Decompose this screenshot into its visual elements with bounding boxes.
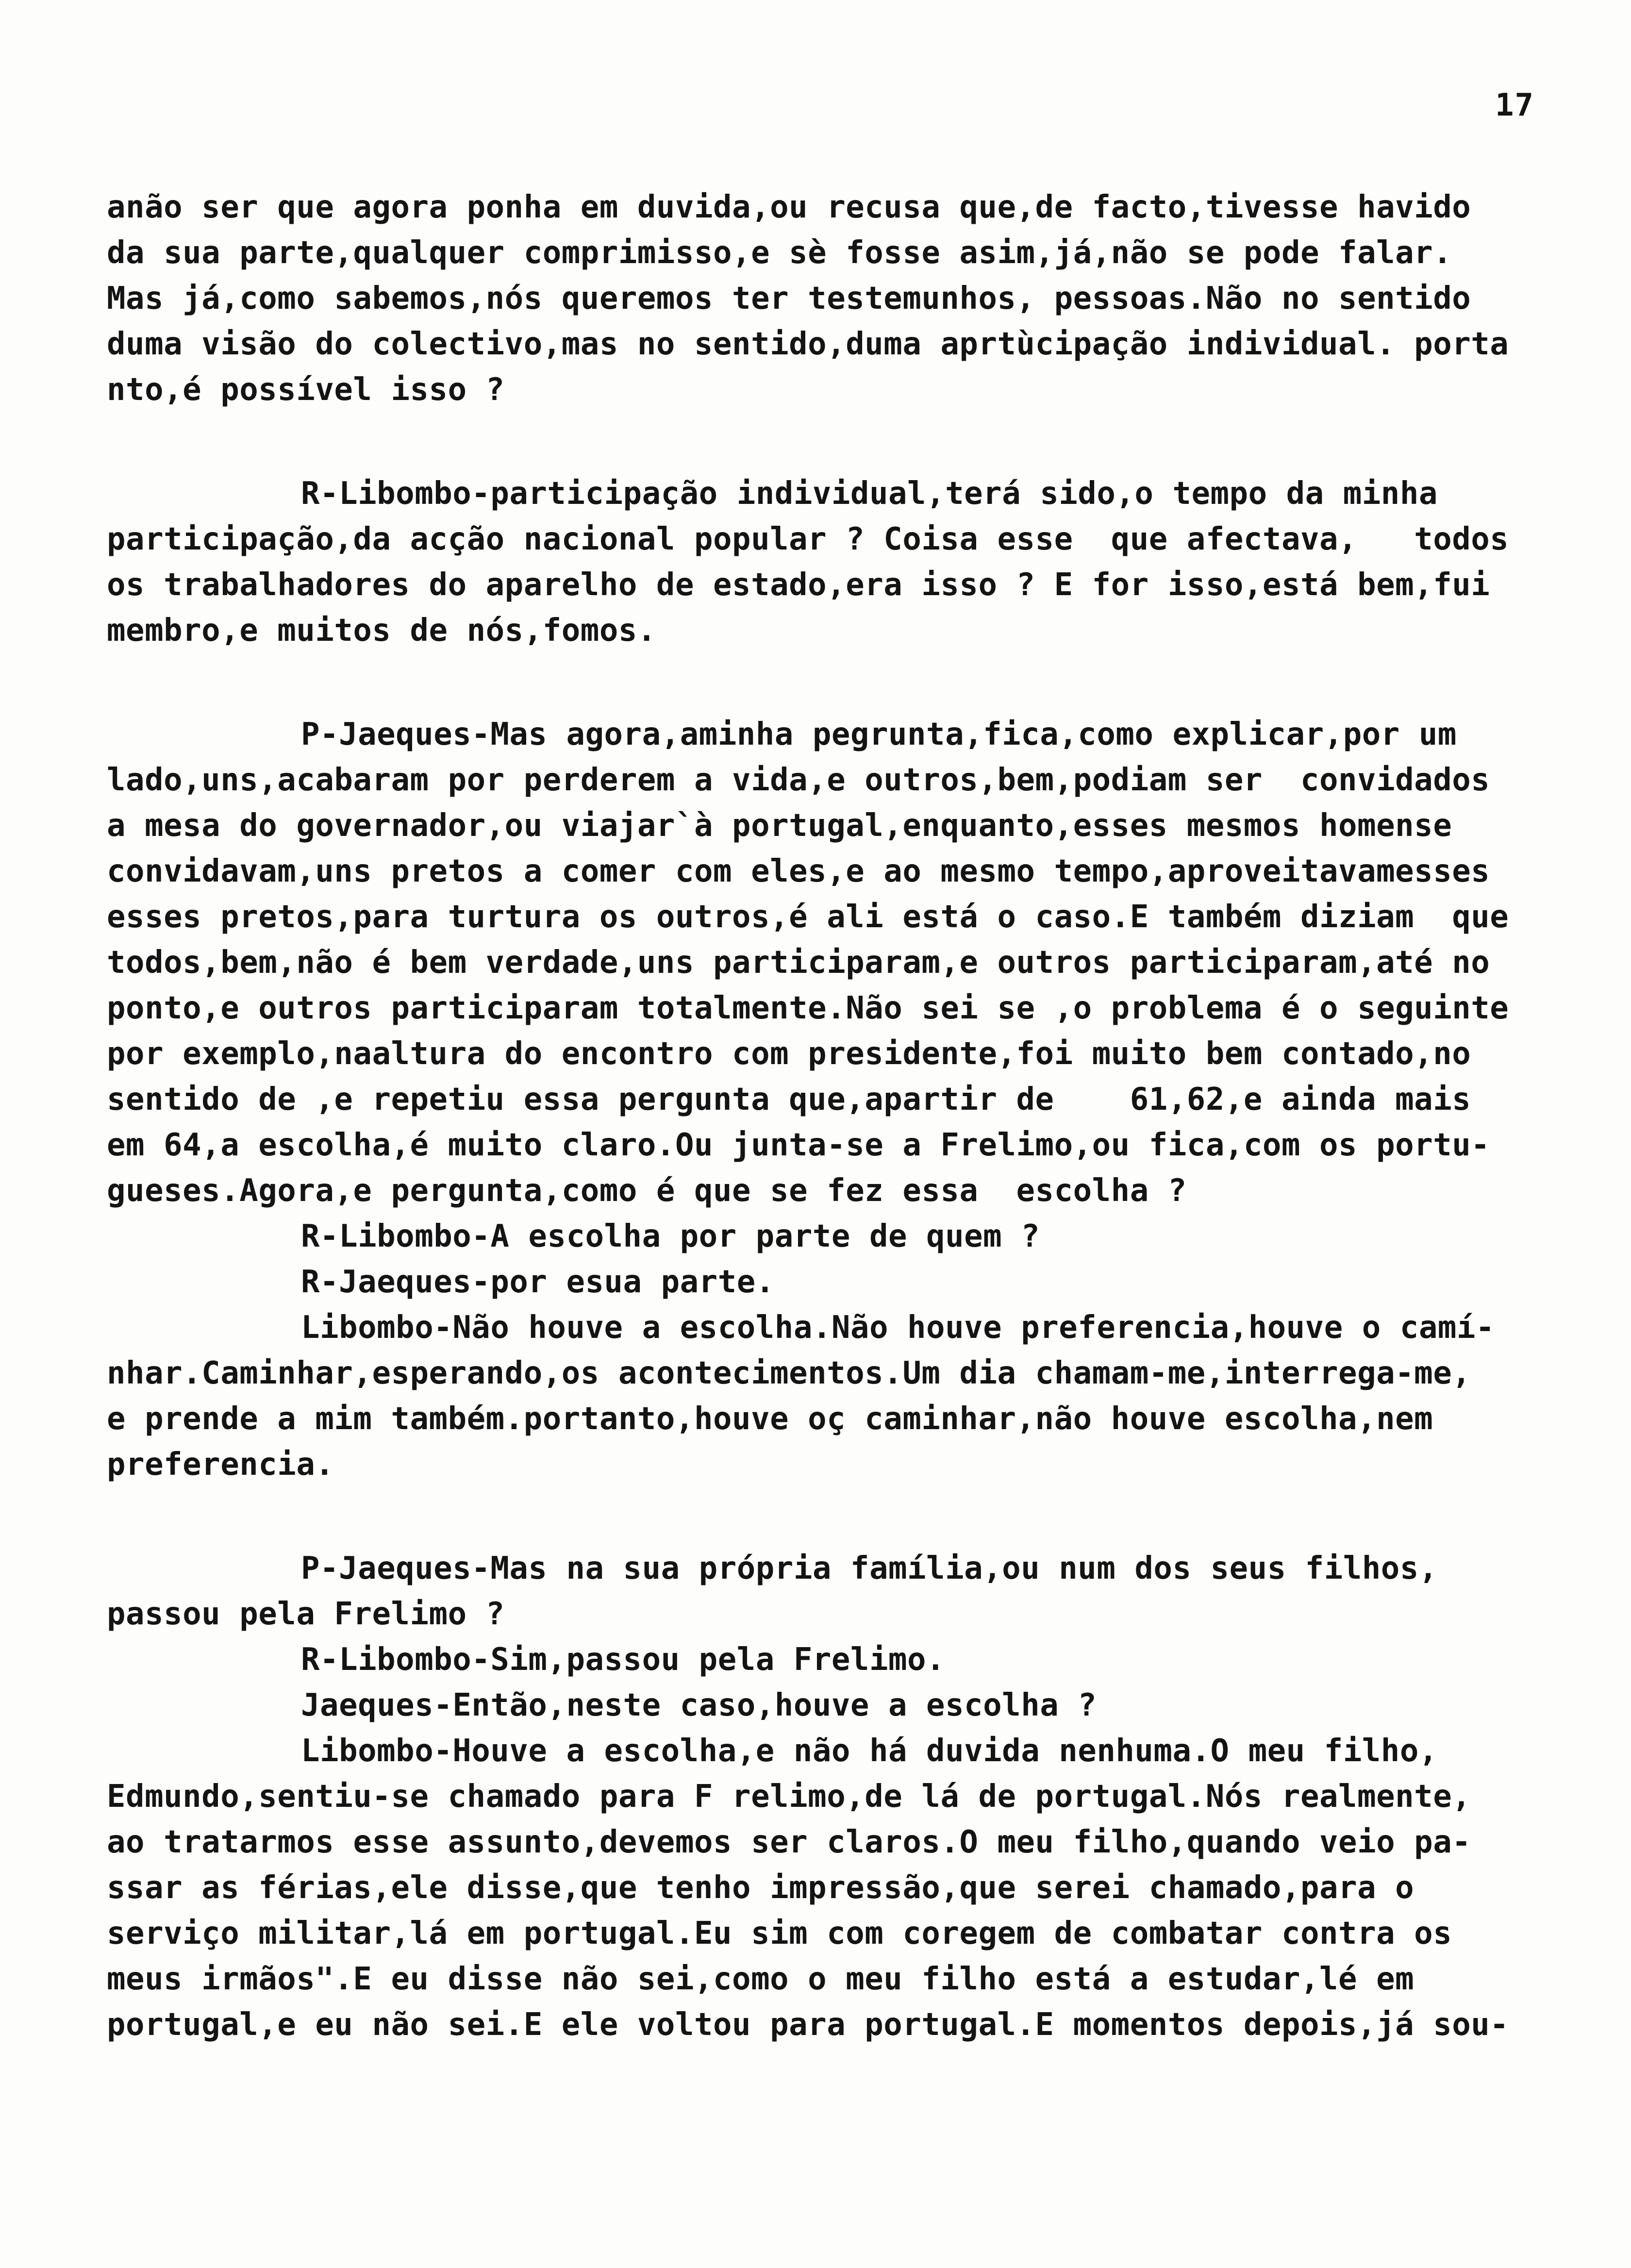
text-line: nhar.Caminhar,esperando,os acontecimentos.Um dia chamam-me,interrega-me, <box>107 1355 1471 1391</box>
paragraph-gap <box>107 1487 1553 1546</box>
text-line: R-Libombo-participação individual,terá sido,o tempo da minha <box>301 476 1438 512</box>
text-line: ao tratarmos esse assunto,devemos ser claros.O meu filho,quando veio pa- <box>107 1824 1471 1860</box>
page-number: 17 <box>1495 87 1535 123</box>
text-line: R-Libombo-Sim,passou pela Frelimo. <box>301 1642 946 1678</box>
text-line: da sua parte,qualquer comprimisso,e sè fosse asim,já,não se pode falar. <box>107 235 1452 271</box>
text-line: Mas já,como sabemos,nós queremos ter testemunhos, pessoas.Não no sentido <box>107 281 1471 317</box>
paragraph-gap <box>107 413 1553 471</box>
text-line: esses pretos,para turtura os outros,é ali está o caso.E também diziam que <box>107 899 1509 935</box>
text-line: R-Jaeques-por esua parte. <box>301 1264 775 1300</box>
text-line: por exemplo,naaltura do encontro com presidente,foi muito bem contado,no <box>107 1036 1471 1072</box>
text-line: P-Jaeques-Mas na sua própria família,ou num dos seus filhos, <box>301 1551 1438 1586</box>
text-line: ponto,e outros participaram totalmente.Não sei se ,o problema é o seguinte <box>107 990 1509 1026</box>
paragraph <box>107 471 1553 653</box>
text-line: a mesa do governador,ou viajar`à portugal,enquanto,esses mesmos homense <box>107 808 1452 844</box>
text-line: P-Jaeques-Mas agora,aminha pegrunta,fica,como explicar,por um <box>301 717 1457 752</box>
text-line: Jaeques-Então,neste caso,houve a escolha ? <box>301 1687 1097 1723</box>
text-line: lado,uns,acabaram por perderem a vida,e outros,bem,podiam ser convidados <box>107 762 1490 798</box>
text-line: em 64,a escolha,é muito claro.Ou junta-se a Frelimo,ou fica,com os portu- <box>107 1127 1490 1163</box>
text-line: os trabalhadores do aparelho de estado,era isso ? E for isso,está bem,fui <box>107 567 1490 603</box>
text-line: e prende a mim também.portanto,houve oç caminhar,não houve escolha,nem <box>107 1401 1433 1437</box>
paragraph <box>107 712 1553 1487</box>
text-line: todos,bem,não é bem verdade,uns participaram,e outros participaram,até no <box>107 945 1490 981</box>
interview-transcript <box>107 184 1553 2048</box>
paragraph <box>107 1546 1553 2048</box>
text-line: Edmundo,sentiu-se chamado para F relimo,de lá de portugal.Nós realmente, <box>107 1779 1471 1815</box>
text-line: duma visão do colectivo,mas no sentido,duma aprtùcipação individual. porta <box>107 326 1509 362</box>
text-line: Libombo-Houve a escolha,e não há duvida nenhuma.O meu filho, <box>301 1733 1438 1769</box>
text-line: meus irmãos".E eu disse não sei,como o meu filho está a estudar,lé em <box>107 1961 1415 1997</box>
text-line: gueses.Agora,e pergunta,como é que se fez essa escolha ? <box>107 1173 1187 1209</box>
text-line: participação,da acção nacional popular ? Coisa esse que afectava, todos <box>107 521 1509 557</box>
text-line: preferencia. <box>107 1447 334 1483</box>
paragraph <box>107 184 1553 413</box>
text-line: passou pela Frelimo ? <box>107 1596 505 1632</box>
text-line: R-Libombo-A escolha por parte de quem ? <box>301 1218 1040 1254</box>
text-line: nto,é possível isso ? <box>107 372 505 408</box>
text-line: serviço militar,lá em portugal.Eu sim com coregem de combatar contra os <box>107 1916 1452 1951</box>
text-line: portugal,e eu não sei.E ele voltou para portugal.E momentos depois,já sou- <box>107 2007 1509 2043</box>
text-line: sentido de ,e repetiu essa pergunta que,apartir de 61,62,e ainda mais <box>107 1082 1471 1117</box>
text-line: Libombo-Não houve a escolha.Não houve preferencia,houve o camí- <box>301 1310 1495 1346</box>
paragraph-gap <box>107 653 1553 712</box>
text-line: ssar as férias,ele disse,que tenho impressão,que serei chamado,para o <box>107 1870 1415 1906</box>
text-line: anão ser que agora ponha em duvida,ou recusa que,de facto,tivesse havido <box>107 189 1471 225</box>
text-line: membro,e muitos de nós,fomos. <box>107 613 656 649</box>
text-line: convidavam,uns pretos a comer com eles,e ao mesmo tempo,aproveitavamesses <box>107 853 1490 889</box>
